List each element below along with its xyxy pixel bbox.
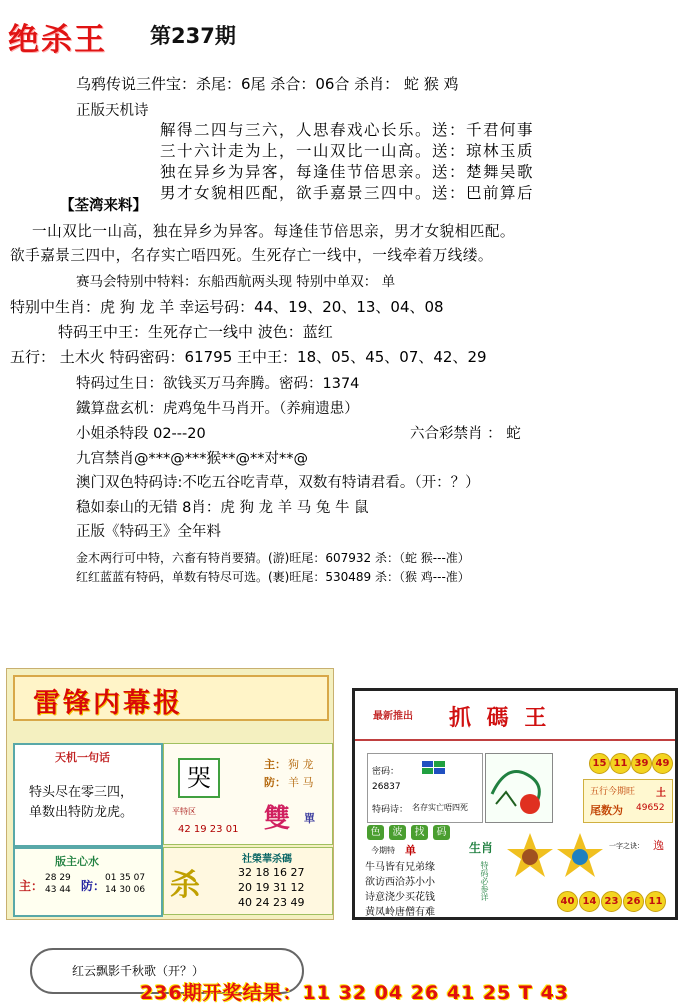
line-jinmu: 金木两行可中特，六畜有特肖要猜。(游)旺尾：607932 杀：（蛇 猴---准） (76, 551, 470, 565)
mima-label: 密码： (372, 767, 400, 777)
ball-top-2: 11 (610, 753, 631, 774)
wuxing-box (583, 779, 673, 823)
line-wuxing: 五行： 土木火 特码密码：61795 王中王：18、05、45、07、42、29 (10, 348, 487, 366)
chip-3: 找 (411, 825, 428, 840)
leifeng-header (13, 675, 329, 721)
banzhu-nums-4: 14 30 06 (105, 885, 146, 895)
zhuamawang-header (355, 691, 675, 741)
ping-label: 平特区 (172, 807, 196, 816)
dan-char: 單 (304, 812, 315, 825)
line-zhengban-poem-title: 正版天机诗 (76, 103, 149, 119)
cloud-text: 红云飘影千秋歌（开？） (72, 964, 205, 978)
line-wuya: 乌鸦传说三件宝：杀尾：6尾 杀合：06合 杀肖： 蛇 猴 鸡 (76, 75, 459, 93)
leaf-picture-icon (485, 753, 553, 823)
poem-line-1: 解得二四与三六，人思春戏心长乐。送：千君何事 (160, 121, 535, 139)
line-wangzhongwang: 特码王中王：生死存亡一线中 波色：蓝红 (58, 323, 333, 341)
paragraph-line-1: 一山双比一山高，独在异乡为异客。每逢佳节倍思亲，男才女貌相匹配。 (32, 223, 516, 240)
ball-top-4: 49 (652, 753, 673, 774)
line-guoshengri: 特码过生日：欲钱买万马奔腾。密码：1374 (76, 376, 360, 392)
shaming-title: 社榮華杀碼 (242, 854, 292, 865)
logo-icon (422, 760, 446, 774)
ball-bottom-4: 26 (623, 891, 644, 912)
zhu-fang-box (163, 743, 333, 845)
section-quanwan: 【荃湾来料】 (60, 198, 147, 214)
banzhu-nums-1: 28 29 (45, 873, 71, 883)
shaming-row-3: 40 24 23 49 (238, 896, 305, 909)
banzhu-fang: 防： (81, 879, 106, 893)
jinqi-value: 单 (405, 844, 416, 857)
brand-title: 绝杀王 (8, 22, 107, 58)
ball-top-1: 15 (589, 753, 610, 774)
chip-2: 波 (389, 825, 406, 840)
banzhu-zhu: 主： (19, 879, 44, 893)
shaming-row-2: 20 19 31 12 (238, 881, 305, 894)
shengxiao-label: 生肖 (469, 841, 494, 855)
issue-number: 第237期 (150, 24, 236, 48)
poem-line-3: 独在异乡为异客，每逢佳节倍思亲。送：楚舞吴歌 (160, 163, 535, 181)
big-char: 哭 (178, 758, 220, 798)
ping-numbers: 42 19 23 01 (178, 824, 239, 835)
ball-bottom-1: 40 (557, 891, 578, 912)
line-suanpan: 鐵算盘玄机：虎鸡兔牛马肖开。（养痈遗患） (76, 401, 359, 417)
shaming-box (163, 847, 333, 915)
tianji-text-1: 特头尽在零三四， (29, 785, 134, 800)
tema-label: 特码诗： (372, 805, 409, 815)
ball-bottom-3: 23 (601, 891, 622, 912)
yizi-label: 一字之诀： (609, 842, 644, 850)
line-aomen: 澳门双色特码诗:不吃五谷吃青草，双数有特请君看。（开：？） (76, 475, 480, 491)
sha-char: 杀 (170, 868, 200, 903)
zhua-poem-1: 牛马皆有兄弟缘 (365, 862, 435, 873)
jinqi-label: 今期特 (371, 846, 395, 855)
fang-value: 羊 马 (288, 776, 314, 789)
zhua-poem-2: 欲访西洽苏小小 (365, 877, 435, 888)
banzhu-box (13, 847, 163, 917)
zhua-poem-3: 诗意浇少买花钱 (365, 892, 435, 903)
line-wencuo: 稳如泰山的无错 8肖：虎 狗 龙 羊 马 兔 牛 鼠 (76, 500, 369, 516)
line-xiaojie: 小姐杀特段 02---20 (76, 426, 206, 442)
shuang-char: 雙 (264, 804, 291, 834)
tianji-text-2: 单数出特防龙虎。 (29, 805, 134, 820)
weishu-value: 49652 (636, 803, 665, 813)
line-jiugong: 九宫禁肖@***@***猴**@**对**@ (76, 451, 308, 467)
zhua-poem-4: 黄凤岭唐僧有难 (365, 907, 435, 918)
zhu-label: 主： (264, 758, 286, 771)
draw-result: 236期开奖结果：11 32 04 26 41 25 T 43 (140, 982, 570, 1004)
ball-bottom-2: 14 (579, 891, 600, 912)
line-liuhe-jinxiao: 六合彩禁肖 ： 蛇 (410, 426, 521, 442)
fang-label: 防： (264, 776, 286, 789)
line-shengxiao: 特别中生肖：虎 狗 龙 羊 幸运号码：44、19、20、13、04、08 (10, 298, 444, 316)
paragraph-line-2: 欲手嘉景三四中，名存实亡唔四死。生死存亡一线中，一线牵着万线缕。 (10, 247, 494, 264)
tianji-box (13, 743, 163, 847)
line-honghong: 红红蓝蓝有特码，单数有特尽可选。(裹)旺尾：530489 杀：（猴 鸡---准） (76, 570, 470, 584)
line-zhengban-quannian: 正版《特码王》全年料 (76, 524, 221, 540)
mima-box (367, 753, 483, 823)
zhu-value: 狗 龙 (288, 758, 314, 771)
zhuamawang-panel (352, 688, 678, 920)
poem-line-2: 三十六计走为上，一山双比一山高。送：琼林玉质 (160, 142, 535, 160)
animal-icon-2 (555, 831, 605, 881)
ribbon-text: 特码必参详 (480, 861, 489, 901)
animal-icon-1 (505, 831, 555, 881)
line-saima: 赛马会特别中特料：东船西航两头现 特别中单双： 单 (76, 274, 396, 290)
weishu-label: 尾数为 (590, 804, 623, 817)
new-label: 最新推出 (373, 711, 413, 722)
chip-1: 色 (367, 825, 384, 840)
leifeng-title: 雷锋内幕报 (33, 688, 183, 719)
yizi-value: 逸 (653, 839, 664, 852)
shaming-row-1: 32 18 16 27 (238, 866, 305, 879)
poem-line-4: 男才女貌相匹配，欲手嘉景三四中。送：巴前算后 (160, 184, 535, 202)
leifeng-panel (6, 668, 334, 920)
banzhu-nums-2: 43 44 (45, 885, 71, 895)
tema-value: 名存实亡唔四死 (412, 803, 468, 812)
tianji-title: 天机一句话 (55, 751, 110, 764)
wuxing-label: 五行今期旺 (590, 787, 636, 797)
zhuamawang-title: 抓 碼 王 (449, 705, 551, 731)
chip-4: 码 (433, 825, 450, 840)
mima-value: 26837 (372, 782, 401, 792)
ball-bottom-5: 11 (645, 891, 666, 912)
banzhu-nums-3: 01 35 07 (105, 873, 146, 883)
banzhu-title: 版主心水 (55, 855, 99, 868)
wuxing-value: 土 (656, 788, 666, 799)
ball-top-3: 39 (631, 753, 652, 774)
